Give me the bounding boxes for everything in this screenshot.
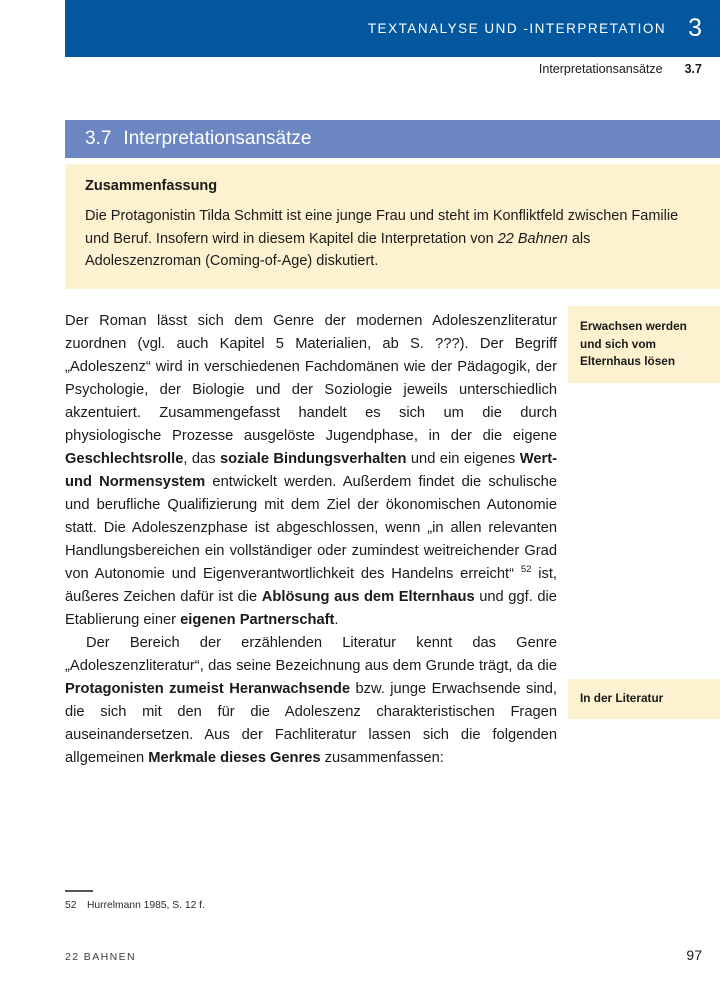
footnote-number: 52 (65, 899, 77, 911)
p1-segment-5: ist, äußeres Zeichen dafür ist die (65, 566, 557, 605)
footnote-area (65, 890, 557, 911)
section-running-head (539, 62, 702, 76)
p1-segment-6: und ggf. die Etablierung einer (65, 589, 557, 628)
section-title-band (65, 120, 720, 158)
p1-segment-3: und ein eigenes (406, 451, 520, 467)
margin-note-erwachsen-werden: Erwachsen werden und sich vom Elternhaus lösen (568, 306, 720, 383)
p2-segment-2: bzw. junge Erwachsende sind, die sich mit den für die Adoleszenz charakteristischen Fragen auseinandersetzen. Aus der Fachliteratur lassen sich die folgenden allgemeinen (65, 681, 557, 766)
work-title: 22 Bahnen (497, 230, 568, 247)
footnote-separator-rule (65, 890, 93, 892)
p1-bold-eigene-partnerschaft: eigenen Partnerschaft (180, 612, 335, 628)
page-footer (65, 947, 702, 963)
footnote-reference-52[interactable]: 52 (520, 564, 532, 576)
body-paragraph-1 (65, 310, 557, 632)
p1-segment-7: . (334, 612, 339, 628)
footer-page-number: 97 (686, 947, 702, 963)
summary-text-part-2: als Adoleszenzroman (Coming-of-Age) diskutiert. (85, 230, 591, 270)
footnote-text: Hurrelmann 1985, S. 12 f. (87, 899, 205, 911)
p1-segment-2: , das (183, 451, 220, 467)
p2-bold-protagonisten-heranwachsende: Protagonisten zumeist Heranwachsende (65, 681, 351, 697)
chapter-title: TEXTANALYSE UND -INTERPRETATION (367, 21, 667, 36)
p2-bold-merkmale-dieses-genres: Merkmale dieses Genres (148, 750, 321, 766)
section-number: 3.7 (85, 128, 112, 149)
footnote-item (65, 900, 557, 911)
p1-bold-soziale-bindungsverhalten: soziale Bindungsverhalten (220, 451, 407, 467)
footer-book-title: 22 BAHNEN (65, 951, 136, 963)
p1-bold-abloesung-elternhaus: Ablösung aus dem Elternhaus (261, 589, 475, 605)
section-title: Interpretationsansätze (123, 128, 312, 149)
p1-segment-4: entwickelt werden. Außerdem findet die schulische und berufliche Qualifizierung mit dem Ziel der ökonomischen Autonomie statt. Die Adoleszenzphase ist abgeschlossen, wenn „in allen relevanten Handlungsbereichen ein vollständiger oder zumindest weitreichender Grad von Autonomie und Eigenverantwortlichkeit des Handelns erreicht“ (65, 474, 557, 582)
margin-note-in-der-literatur: In der Literatur (568, 679, 720, 719)
chapter-running-head-bar (65, 0, 720, 57)
p2-segment-3: zusammenfassen: (320, 750, 444, 766)
summary-box (65, 164, 720, 289)
p1-bold-wert-und-normensystem: Wert- und Normensystem (65, 451, 557, 490)
body-paragraph-2 (65, 632, 557, 770)
p1-segment-1: Der Roman lässt sich dem Genre der modernen Adoleszenzliteratur zuordnen (vgl. auch Kapitel 5 Materialien, ab S. ???). Der Begriff „Adoleszenz“ wird in verschiedenen Fachdomänen wie der Pädagogik, der Psychologie, der Biologie und der Soziologie jeweils unterschiedlich akzentuiert. Zusammengefasst handelt es sich um die durch physiologische Prozesse ausgelöste Jugendphase, in der die eigene (65, 313, 557, 444)
p2-segment-1: Der Bereich der erzählenden Literatur kennt das Genre „Adoleszenzliteratur“, das seine Bezeichnung aus dem Grunde trägt, da die (65, 635, 557, 674)
p1-bold-geschlechtsrolle: Geschlechtsrolle (65, 451, 184, 467)
running-head-section-title: Interpretationsansätze (538, 62, 663, 76)
chapter-number: 3 (688, 14, 702, 42)
body-text-column (65, 310, 557, 770)
summary-text (85, 205, 698, 273)
summary-text-part-1: Die Protagonistin Tilda Schmitt ist eine junge Frau und steht im Konfliktfeld zwischen Familie und Beruf. Insofern wird in diesem Kapitel die Interpretation von (85, 208, 679, 247)
running-head-section-number: 3.7 (684, 62, 702, 76)
summary-heading: Zusammenfassung (85, 178, 218, 194)
